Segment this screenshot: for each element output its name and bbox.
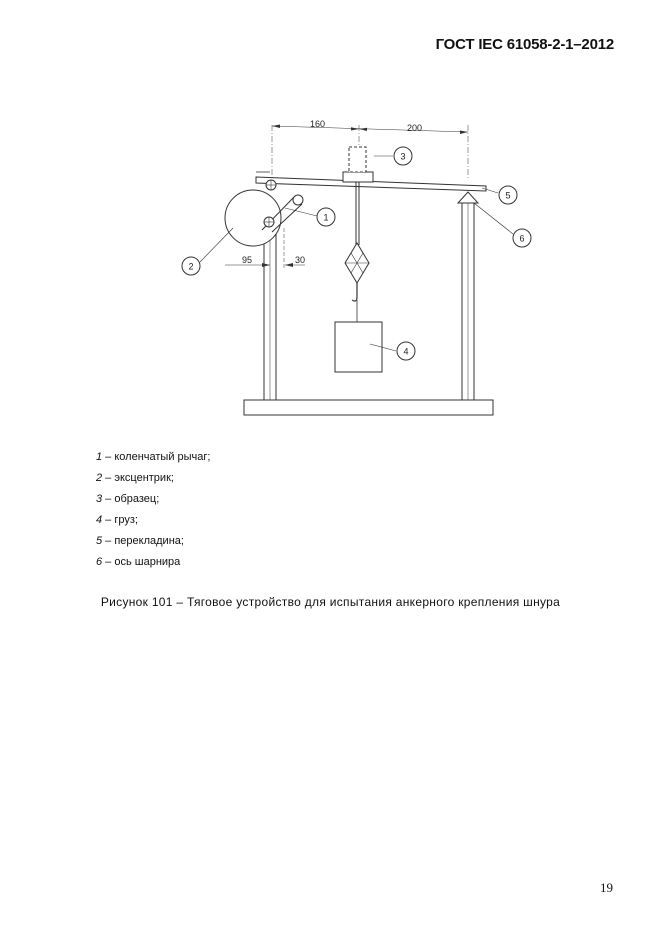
dimension-160: 160	[310, 119, 326, 129]
weight	[335, 322, 382, 372]
figure-caption: Рисунок 101 – Тяговое устройство для испытания анкерного крепления шнура	[100, 595, 561, 609]
callout-2: 2	[188, 261, 194, 272]
legend-item: 5 – перекладина;	[96, 535, 184, 547]
figure-legend	[96, 447, 210, 573]
callout-3: 3	[400, 151, 406, 162]
callout-6: 6	[519, 233, 525, 244]
legend-item: 1 – коленчатый рычаг;	[96, 451, 211, 463]
callout-4: 4	[403, 346, 409, 357]
specimen	[343, 172, 373, 182]
dimension-95: 95	[242, 255, 253, 265]
callout-5: 5	[505, 190, 511, 201]
legend-item: 6 – ось шарнира	[96, 556, 181, 568]
dimension-30: 30	[295, 255, 306, 265]
dimension-200: 200	[407, 123, 423, 133]
hook	[352, 283, 357, 301]
legend-item: 4 – груз;	[96, 514, 138, 526]
pivot-triangle	[458, 192, 478, 203]
page-number: 19	[600, 880, 613, 895]
callout-1: 1	[323, 212, 329, 223]
legend-item: 2 – эксцентрик;	[96, 472, 174, 484]
legend-item: 3 – образец;	[96, 493, 160, 505]
document-header: ГОСТ IEC 61058-2-1–2012	[435, 36, 614, 53]
base-plate	[244, 400, 493, 415]
